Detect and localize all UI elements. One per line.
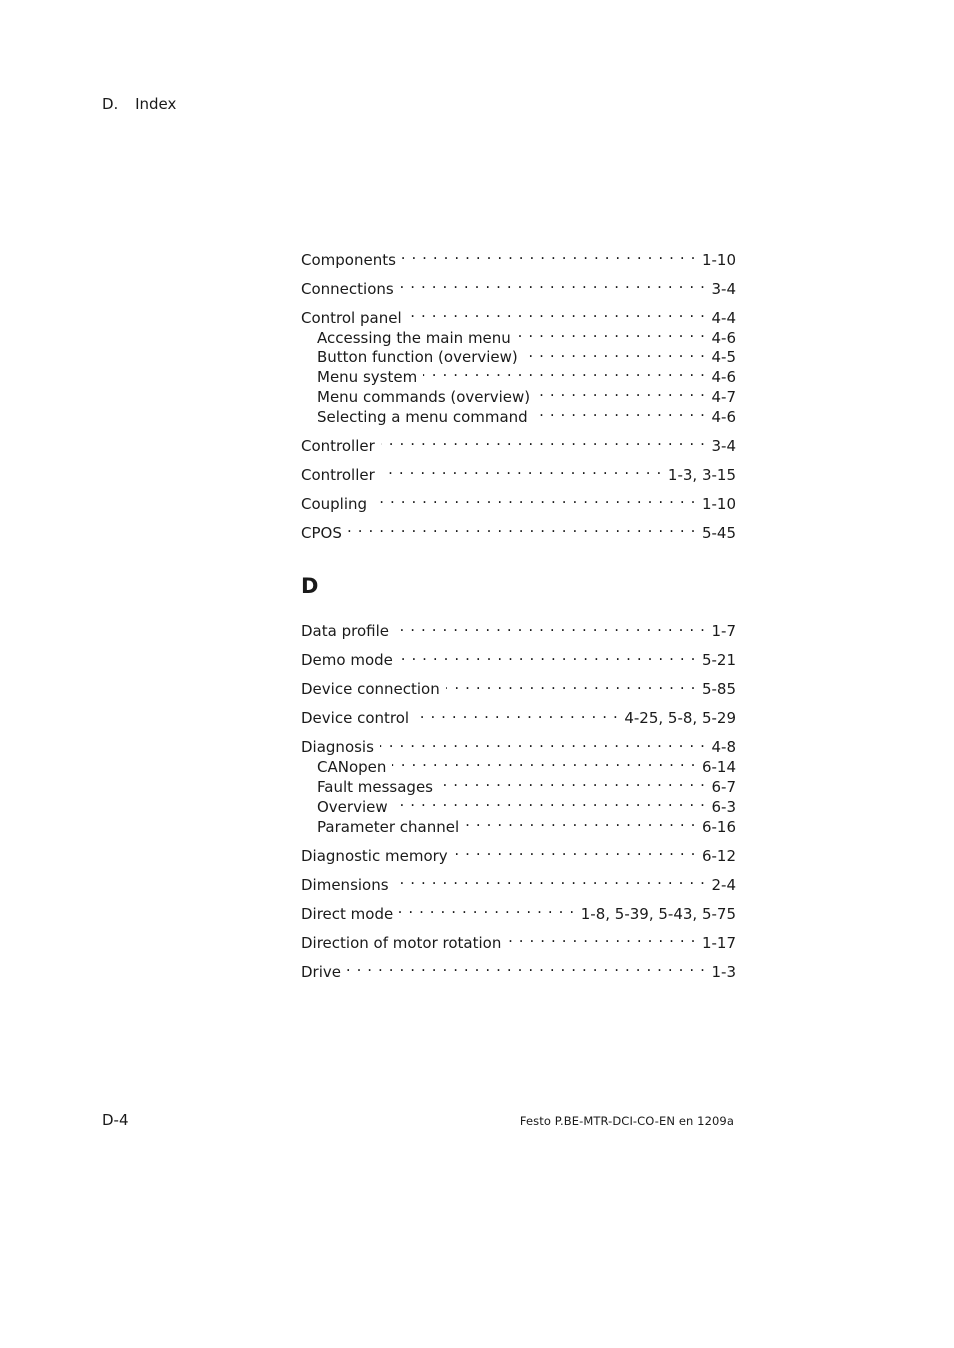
dot-leader [380,733,706,753]
index-term: Control panel [301,308,402,327]
index-page-ref: 1-8, 5-39, 5-43, 5-75 [580,904,736,923]
index-term: CPOS [301,523,342,542]
index-term: Direction of motor rotation [301,933,502,952]
index-page-ref: 1-17 [701,933,736,952]
index-group-c [301,245,736,542]
index-entry [301,617,736,641]
index-page-ref: 4-6 [711,407,736,426]
index-page-ref: 4-5 [711,348,736,367]
index-page-ref: 6-12 [701,846,736,865]
index-page-ref: 1-3 [711,962,736,981]
dot-leader [394,792,706,812]
index-entry [301,733,736,757]
index-page-ref: 6-14 [701,758,736,777]
header-section: D. [102,95,119,113]
index-term: Selecting a menu command [317,407,528,426]
dot-leader [446,675,696,695]
index-page-ref: 5-85 [701,680,736,699]
index-entry [301,489,736,513]
index-term: Diagnostic memory [301,846,448,865]
index-page-ref: 1-7 [711,622,736,641]
index-entry [301,646,736,670]
index-page-ref: 4-25, 5-8, 5-29 [624,709,736,728]
index-term: Menu commands (overview) [317,387,531,406]
index-entry [301,431,736,455]
dot-leader [408,303,706,323]
index-term: Direct mode [301,904,394,923]
index-entry [301,870,736,894]
index-page-ref: 2-4 [711,875,736,894]
index-term: Overview [317,797,388,816]
index-term: Connections [301,279,394,298]
dot-leader [423,362,705,382]
index-entry [301,928,736,952]
index-term: Controller [301,436,375,455]
dot-leader [517,323,706,343]
dot-leader [465,812,696,832]
index-term: Fault messages [317,778,433,797]
index-entry [301,841,736,865]
dot-leader [381,431,706,451]
dot-leader [381,460,662,480]
index-entry [301,245,736,269]
page-number: D-4 [102,1111,129,1129]
index-page-ref: 6-7 [711,778,736,797]
index-entry [301,899,736,923]
index-term: Device connection [301,680,440,699]
index-entry [301,675,736,699]
dot-leader [373,489,696,509]
index-page-ref: 4-6 [711,328,736,347]
index-entry [301,704,736,728]
index-term: Accessing the main menu [317,328,511,347]
dot-leader [507,928,696,948]
index-list [301,245,736,981]
index-term: Components [301,250,396,269]
dot-leader [399,899,575,919]
dot-leader [392,752,696,772]
dot-leader [524,343,706,363]
dot-leader [454,841,696,861]
dot-leader [399,646,696,666]
index-group-d [301,617,736,981]
index-page-ref: 4-7 [711,387,736,406]
index-page-ref: 6-3 [711,797,736,816]
index-page-ref: 1-10 [701,250,736,269]
index-term: Button function (overview) [317,348,518,367]
index-page-ref: 3-4 [711,279,736,298]
dot-leader [439,772,706,792]
index-term: Parameter channel [317,817,460,836]
document-reference: Festo P.BE-MTR-DCI-CO-EN en 1209a [519,1114,734,1128]
index-term: Controller [301,465,375,484]
index-page-ref: 4-6 [711,368,736,387]
index-page-ref: 5-45 [701,523,736,542]
index-entry [301,518,736,542]
header-title: Index [135,95,177,113]
index-term: CANopen [317,758,387,777]
dot-leader [395,617,706,637]
index-page-ref: 4-4 [711,308,736,327]
index-page-ref: 1-10 [701,494,736,513]
index-term: Coupling [301,494,368,513]
index-entry [301,274,736,298]
index-term: Data profile [301,622,389,641]
index-page-ref: 4-8 [711,738,736,757]
index-entry [301,460,736,484]
index-term: Dimensions [301,875,389,894]
index-page-ref: 5-21 [701,651,736,670]
index-term: Diagnosis [301,738,374,757]
index-page-ref: 6-16 [701,817,736,836]
dot-leader [400,274,706,294]
index-term: Device control [301,709,410,728]
index-page-ref: 1-3, 3-15 [667,465,736,484]
dot-leader [415,704,618,724]
dot-leader [534,402,706,422]
dot-leader [347,957,706,977]
dot-leader [395,870,706,890]
index-term: Drive [301,962,341,981]
index-entry [301,957,736,981]
index-term: Demo mode [301,651,393,670]
dot-leader [348,518,696,538]
index-entry [301,303,736,327]
index-page-ref: 3-4 [711,436,736,455]
dot-leader [536,382,705,402]
section-letter-d: D [301,573,319,598]
dot-leader [402,245,696,265]
index-term: Menu system [317,368,418,387]
running-header [102,95,176,113]
